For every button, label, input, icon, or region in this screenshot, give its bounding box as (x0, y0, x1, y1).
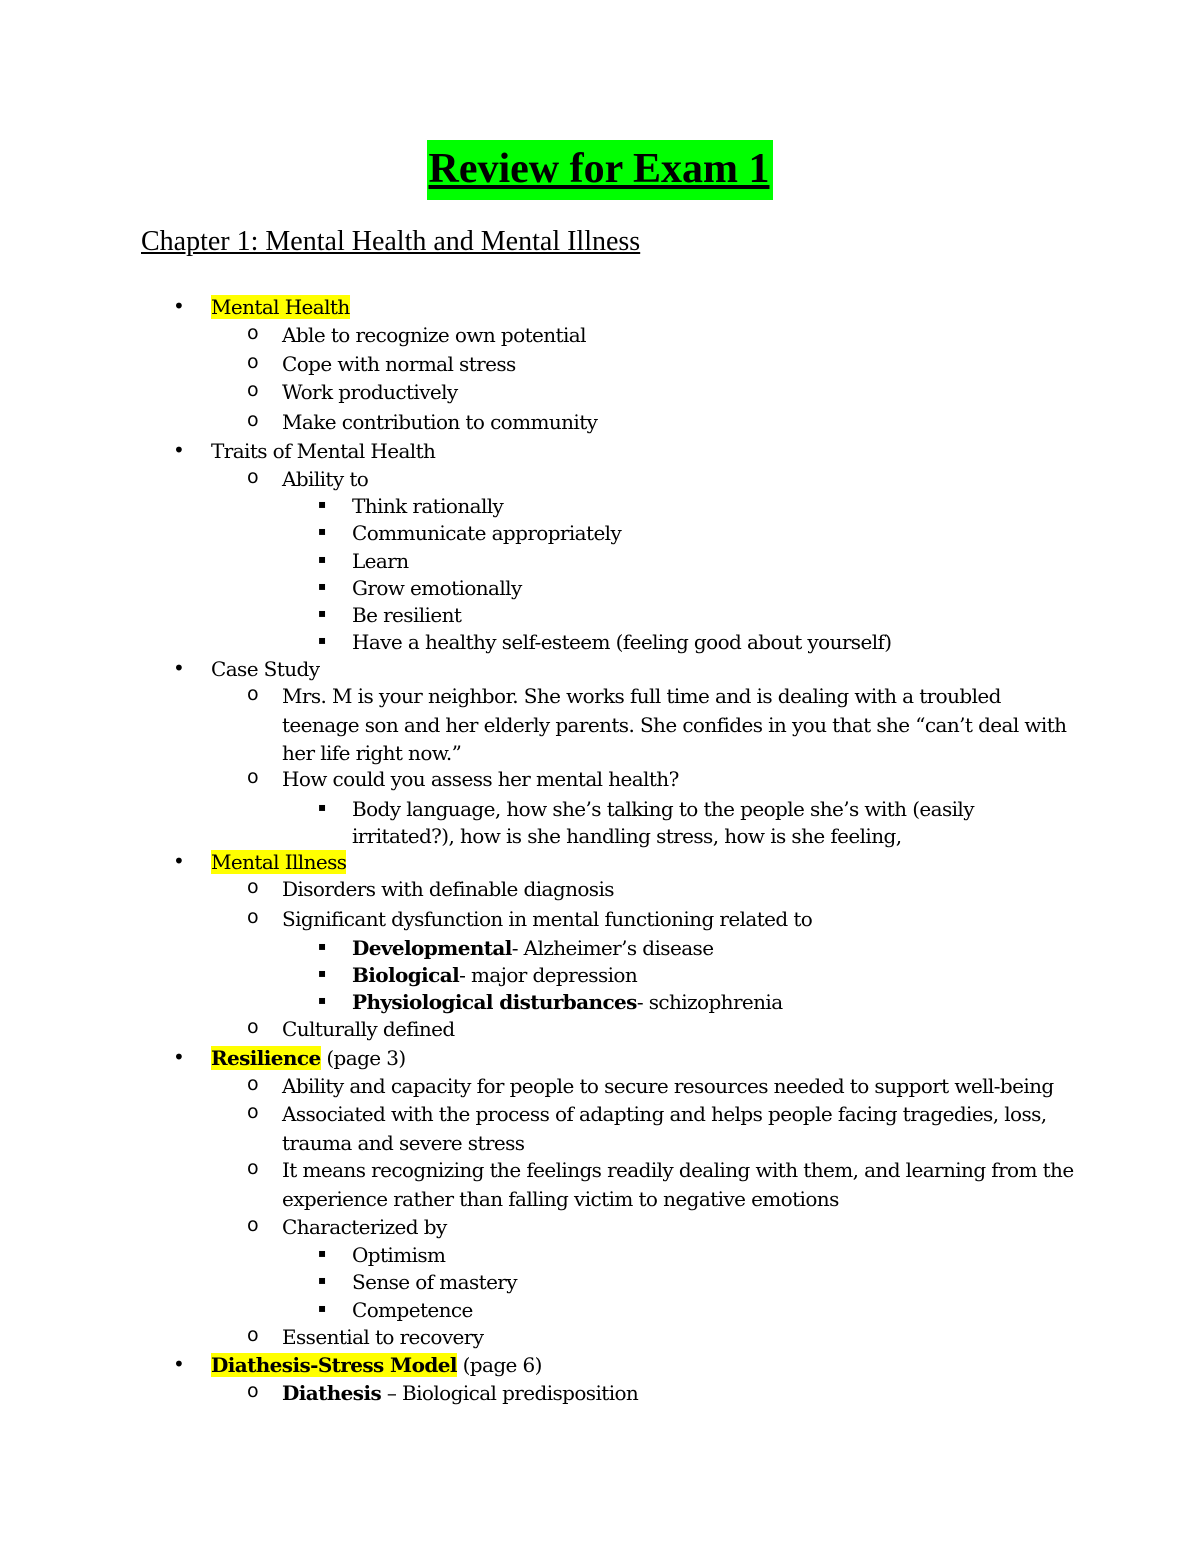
list-item: teenage son and her elderly parents. She confides in you that she “can’t deal with (282, 713, 1067, 737)
list-item: Mental Illness (211, 850, 347, 874)
bullet-square: ▪ (318, 1246, 327, 1260)
bullet-square: ▪ (318, 633, 327, 647)
bullet-circle: o (247, 876, 259, 898)
list-item: Ability and capacity for people to secure resources needed to support well-being (282, 1074, 1054, 1098)
bullet-disc: • (173, 1045, 185, 1069)
bullet-disc: • (173, 849, 185, 873)
bullet-circle: o (247, 1214, 259, 1236)
bullet-disc: • (173, 438, 185, 462)
list-item: Case Study (211, 657, 320, 681)
bullet-square: ▪ (318, 524, 327, 538)
chapter-heading: Chapter 1: Mental Health and Mental Illness (141, 226, 641, 257)
bullet-square: ▪ (318, 939, 327, 953)
list-item: Be resilient (352, 603, 462, 627)
list-item: Cope with normal stress (282, 352, 516, 376)
list-item: Associated with the process of adapting and helps people facing tragedies, loss, (282, 1102, 1047, 1126)
bullet-circle: o (247, 351, 259, 373)
list-item: Essential to recovery (282, 1325, 484, 1349)
title-row (0, 140, 1200, 200)
list-item: Optimism (352, 1243, 446, 1267)
list-item: irritated?), how is she handling stress, how is she feeling, (352, 824, 902, 848)
list-item: Diathesis – Biological predisposition (282, 1381, 639, 1405)
bullet-circle: o (247, 379, 259, 401)
list-item: Work productively (282, 380, 458, 404)
list-item: Diathesis-Stress Model (page 6) (211, 1353, 542, 1377)
list-item: Significant dysfunction in mental functioning related to (282, 907, 813, 931)
bullet-circle: o (247, 322, 259, 344)
list-item: Biological- major depression (352, 963, 638, 987)
list-item: Think rationally (352, 494, 504, 518)
list-item: Able to recognize own potential (282, 323, 586, 347)
list-item: Ability to (282, 467, 369, 491)
list-item: It means recognizing the feelings readily dealing with them, and learning from the (282, 1158, 1074, 1182)
list-item: Mrs. M is your neighbor. She works full time and is dealing with a troubled (282, 684, 1001, 708)
bullet-square: ▪ (318, 579, 327, 593)
bullet-square: ▪ (318, 966, 327, 980)
list-item: Learn (352, 549, 409, 573)
bullet-circle: o (247, 1324, 259, 1346)
bullet-circle: o (247, 1380, 259, 1402)
list-item: Culturally defined (282, 1017, 455, 1041)
list-item: Sense of mastery (352, 1270, 517, 1294)
bullet-disc: • (173, 1352, 185, 1376)
bullet-square: ▪ (318, 1273, 327, 1287)
list-item: Grow emotionally (352, 576, 522, 600)
bullet-disc: • (173, 656, 185, 680)
list-item: Communicate appropriately (352, 521, 622, 545)
bullet-square: ▪ (318, 1301, 327, 1315)
list-item: Resilience (page 3) (211, 1046, 406, 1070)
list-item: trauma and severe stress (282, 1131, 525, 1155)
list-item: Characterized by (282, 1215, 447, 1239)
list-item: Body language, how she’s talking to the people she’s with (easily (352, 797, 974, 821)
bullet-square: ▪ (318, 993, 327, 1007)
bullet-circle: o (247, 1016, 259, 1038)
bullet-square: ▪ (318, 800, 327, 814)
bullet-circle: o (247, 1157, 259, 1179)
document-title: Review for Exam 1 (427, 140, 774, 200)
bullet-circle: o (247, 1101, 259, 1123)
bullet-disc: • (173, 294, 185, 318)
list-item: Competence (352, 1298, 473, 1322)
list-item: Traits of Mental Health (211, 439, 436, 463)
bullet-square: ▪ (318, 497, 327, 511)
list-item: her life right now.” (282, 741, 462, 765)
bullet-square: ▪ (318, 552, 327, 566)
bullet-circle: o (247, 906, 259, 928)
list-item: Physiological disturbances- schizophrenia (352, 990, 783, 1014)
bullet-circle: o (247, 683, 259, 705)
bullet-circle: o (247, 1073, 259, 1095)
list-item: How could you assess her mental health? (282, 767, 679, 791)
list-item: Have a healthy self-esteem (feeling good about yourself) (352, 630, 892, 654)
list-item: Make contribution to community (282, 410, 598, 434)
list-item: experience rather than falling victim to negative emotions (282, 1187, 839, 1211)
list-item: Developmental- Alzheimer’s disease (352, 936, 714, 960)
list-item: Mental Health (211, 295, 350, 319)
bullet-square: ▪ (318, 606, 327, 620)
bullet-circle: o (247, 409, 259, 431)
list-item: Disorders with definable diagnosis (282, 877, 614, 901)
bullet-circle: o (247, 766, 259, 788)
bullet-circle: o (247, 466, 259, 488)
